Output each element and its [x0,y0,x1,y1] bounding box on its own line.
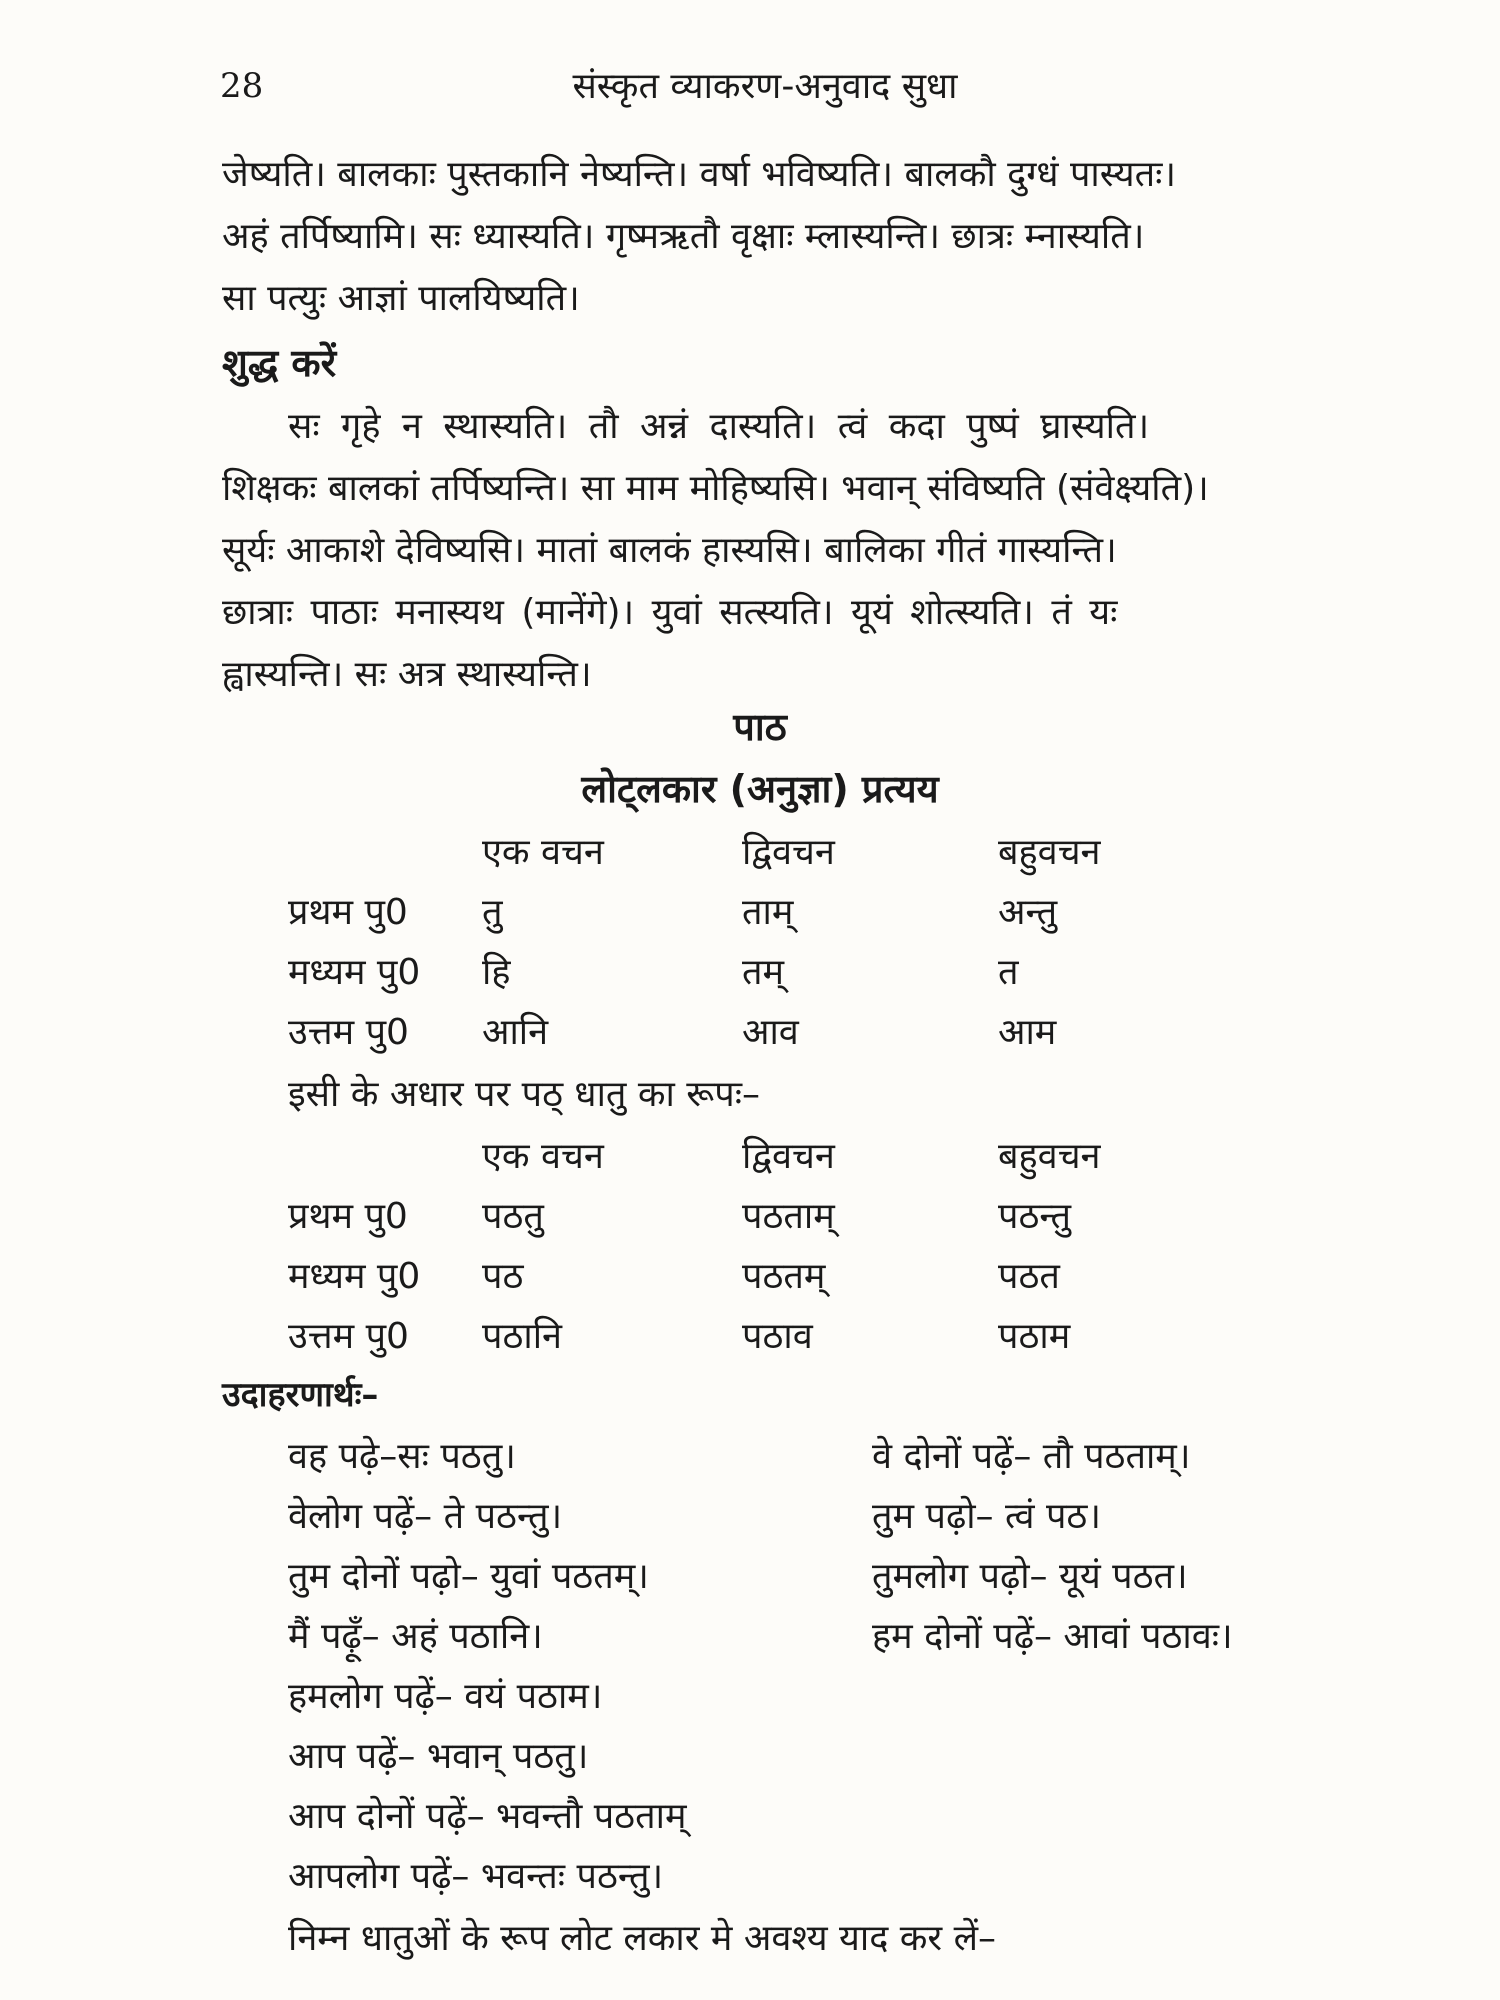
column-header: एक वचन [482,832,604,873]
table-cell: अन्तु [998,892,1058,933]
closing-line: निम्न धातुओं के रूप लोट लकार मे अवश्य याद कर लें– [288,1918,997,1959]
example-line: वह पढ़े–सः पठतु। [288,1436,516,1477]
table-cell: आम [998,1012,1057,1053]
lesson-title: लोट्‌लकार (अनुज्ञा) प्रत्यय [581,767,939,811]
exercise-line: ह्वास्यन्ति। सः अत्र स्थास्यन्ति। [222,654,592,695]
example-line: मैं पढ़ूँ– अहं पठानि। [288,1616,543,1657]
column-header: बहुवचन [998,1136,1101,1177]
column-header: द्विवचन [742,832,835,873]
table-cell: आनि [482,1012,549,1053]
table-cell: पठन्तु [998,1196,1071,1237]
table-cell: तु [482,892,503,933]
intro-line: जेष्यति। बालकाः पुस्तकानि नेष्यन्ति। वर्षा भविष्यति। बालकौ दुग्धं पास्यतः। [222,154,1177,195]
column-header: द्विवचन [742,1136,835,1177]
exercise-line: छात्राः पाठाः मनास्यथ (मानेंगे)। युवां सत्स्यति। यूयं शोत्स्यति। तं यः [222,592,1118,633]
table-cell: पठताम् [742,1196,835,1237]
exercise-line: शिक्षकः बालकां तर्पिष्यन्ति। सा माम मोहिष्यसि। भवान् संविष्यति (संवेक्ष्यति)। [222,468,1209,509]
lesson-label: पाठ [733,705,787,749]
person-label: मध्यम पु0 [288,1256,421,1297]
example-line: वेलोग पढ़ें– ते पठन्तु। [288,1496,563,1537]
table-cell: आव [742,1012,799,1053]
intro-line: अहं तर्पिष्यामि। सः ध्यास्यति। गृष्मऋतौ वृक्षाः म्लास्यन्ति। छात्रः म्नास्यति। [222,216,1145,257]
intro-line: सा पत्युः आज्ञां पालयिष्यति। [222,278,580,319]
table-cell: तम् [742,952,785,993]
column-header: एक वचन [482,1136,604,1177]
person-label: उत्तम पु0 [288,1012,409,1053]
table-cell: पठत [998,1256,1060,1297]
table-cell: त [998,952,1019,993]
person-label: उत्तम पु0 [288,1316,409,1357]
example-line: आप दोनों पढ़ें– भवन्तौ पठताम् [288,1796,687,1837]
book-title: संस्कृत व्याकरण-अनुवाद सुधा [572,66,958,107]
table-cell: पठतु [482,1196,544,1237]
example-line: वे दोनों पढ़ें– तौ पठताम्। [872,1436,1191,1477]
column-header: बहुवचन [998,832,1101,873]
table-cell: पठाव [742,1316,813,1357]
example-line: तुम पढ़ो– त्वं पठ। [872,1496,1101,1537]
table-cell: पठानि [482,1316,562,1357]
example-line: हम दोनों पढ़ें– आवां पठावः। [872,1616,1233,1657]
table-cell: ताम् [742,892,794,933]
example-line: तुम दोनों पढ़ो– युवां पठतम्। [288,1556,649,1597]
page-number: 28 [220,66,264,106]
example-line: आप पढ़ें– भवान् पठतु। [288,1736,589,1777]
example-line: आपलोग पढ़ें– भवन्तः पठन्तु। [288,1856,664,1897]
person-label: प्रथम पु0 [288,892,408,933]
forms-intro: इसी के अधार पर पठ् धातु का रूपः– [288,1074,760,1115]
exercise-line: सः गृहे न स्थास्यति। तौ अन्नं दास्यति। त्वं कदा पुष्पं घ्रास्यति। [288,406,1150,447]
section-heading-correction: शुद्ध करें [222,341,337,385]
table-cell: पठतम् [742,1256,826,1297]
table-cell: हि [482,952,511,993]
table-cell: पठाम [998,1316,1071,1357]
example-line: तुमलोग पढ़ो– यूयं पठत। [872,1556,1188,1597]
exercise-line: सूर्यः आकाशे देविष्यसि। मातां बालकं हास्यसि। बालिका गीतं गास्यन्ति। [222,530,1117,571]
section-heading-examples: उदाहरणार्थः– [222,1375,379,1415]
person-label: मध्यम पु0 [288,952,421,993]
person-label: प्रथम पु0 [288,1196,408,1237]
example-line: हमलोग पढ़ें– वयं पठाम। [288,1676,603,1717]
table-cell: पठ [482,1256,524,1297]
